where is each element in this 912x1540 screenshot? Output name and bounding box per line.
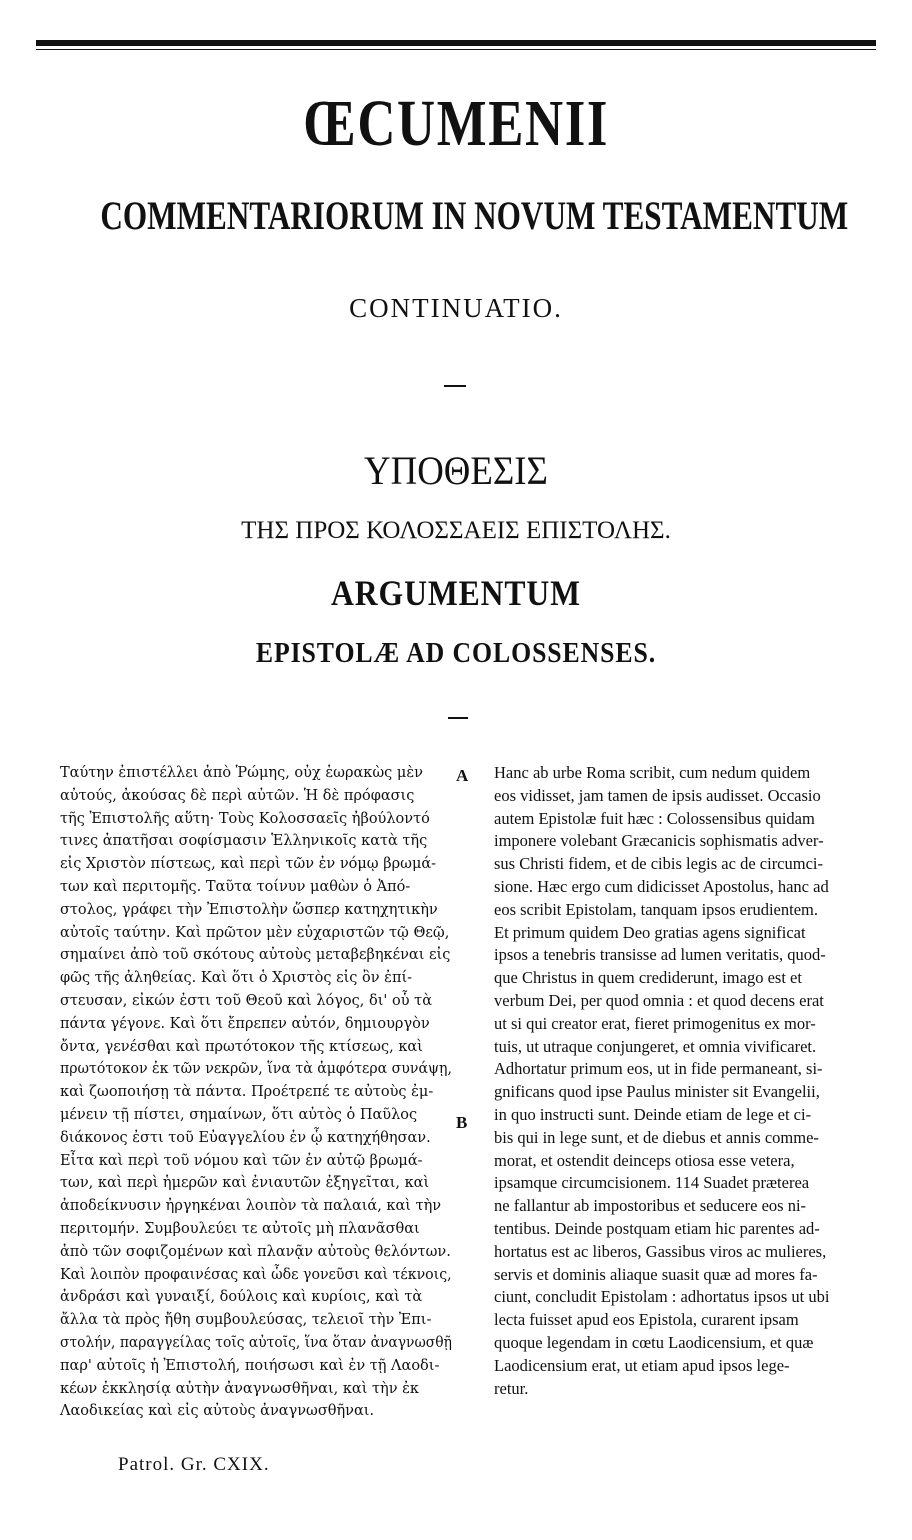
latin-column [494, 762, 886, 1400]
latin-text-line: tentibus. Deinde postquam etiam hic parentes ad- [494, 1218, 820, 1238]
section-dash [448, 717, 468, 719]
greek-text-line: τῆς Ἐπιστολῆς αὕτη· Τοὺς Κολοσσαεῖς ἠβούλοντό [60, 810, 430, 827]
latin-subtitle: EPISTOLÆ AD COLOSSENSES. [255, 638, 657, 669]
top-rule-thin [36, 49, 876, 50]
latin-text-line: gnificans quod ipse Paulus minister sit Evangelii, [494, 1082, 820, 1102]
subtitle: COMMENTARIORUM IN NOVUM TESTAMENTUM [100, 193, 849, 238]
latin-text-line: eos vidisset, jam tamen de ipsis audisset. Occasio [494, 785, 821, 805]
greek-text-line: σημαίνει ἀπὸ τοῦ σκότους αὐτοὺς μεταβεβηκέναι εἰς [60, 947, 451, 964]
greek-text-line: ἀποδείκνυσιν ἠργηκέναι λοιπὸν τὰ παλαιά, καὶ τὴν [60, 1198, 442, 1215]
greek-text-line: στευσαν, εἰκών ἐστι τοῦ Θεοῦ καὶ λόγος, δι' οὗ τὰ [60, 992, 432, 1009]
latin-text-line: Laodicensium erat, ut etiam apud ipsos lege- [494, 1355, 790, 1375]
greek-text-line: ἀνδράσι καὶ γυναιξί, δούλοις καὶ κυρίοις, καὶ τὰ [60, 1289, 423, 1306]
latin-text-line: autem Epistolæ fuit hæc : Colossensibus quidam [494, 808, 815, 828]
latin-text-line: Et primum quidem Deo gratias agens significat [494, 922, 806, 942]
greek-text-line: εἰς Χριστὸν πίστεως, καὶ περὶ τῶν ἐν νόμῳ βρωμά- [60, 856, 437, 873]
greek-title: ΥΠΟΘΕΣΙΣ [364, 448, 548, 493]
greek-subtitle: ΤΗΣ ΠΡΟΣ ΚΟΛΟΣΣΑΕΙΣ ΕΠΙΣΤΟΛΗΣ. [241, 517, 671, 544]
margin-marker-b: B [456, 1113, 468, 1132]
latin-text-line: imponere volebant Græcanicis sophismatis adver- [494, 831, 824, 851]
latin-text-line: bis qui in lege sunt, et de diebus et annis comme- [494, 1127, 819, 1147]
latin-text-line: Adhortatur primum eos, ut in fide permaneant, si- [494, 1059, 823, 1079]
greek-text-line: ἀπὸ τῶν σοφιζομένων καὶ πλανᾷν αὐτοὺς θελόντων. [60, 1243, 451, 1260]
latin-text-line: ciunt, concludit Epistolam : adhortatus ipsos ut ubi [494, 1287, 830, 1307]
greek-text-line: των, καὶ περὶ ἡμερῶν καὶ ἐνιαυτῶν ἐξηγεῖται, καὶ [60, 1175, 430, 1192]
latin-text-line: lecta fuisset apud eos Epistola, curarent ipsam [494, 1310, 799, 1330]
greek-text-line: ὄντα, γενέσθαι καὶ πρωτότοκον τῆς κτίσεως, καὶ [60, 1038, 423, 1055]
greek-text-line: αὐτούς, ἀκούσας δὲ περὶ αὐτῶν. Ἡ δὲ πρόφασις [60, 787, 415, 804]
latin-text-line: eos scribit Epistolam, tanquam ipsos erudientem. [494, 899, 818, 919]
latin-text-line: ipsos a tenebris transisse ad lumen veritatis, quod- [494, 945, 826, 965]
greek-text-line: κέων ἐκκλησίᾳ αὐτὴν ἀναγνωσθῆναι, καὶ τὴν ἐκ [60, 1380, 419, 1397]
main-title: ŒCUMENII [302, 87, 610, 160]
greek-text-line: παρ' αὐτοῖς ἡ Ἐπιστολή, ποιήσωσι καὶ ἐν τῇ Λαοδι- [60, 1357, 440, 1374]
greek-text-line: διάκονος ἐστι τοῦ Εὐαγγελίου ἐν ᾧ κατηχήθησαν. [60, 1129, 431, 1146]
greek-text-line: περιτομήν. Συμβουλεύει τε αὐτοῖς μὴ πλανᾶσθαι [60, 1220, 420, 1237]
latin-text-line: sione. Hæc ergo cum didicisset Apostolus, hanc ad [494, 876, 829, 896]
latin-text-line: hortatus est ac liberos, Gassibus viros ac mulieres, [494, 1241, 827, 1261]
greek-text-line: τινες ἀπατῆσαι σοφίσμασιν Ἑλληνικοῖς κατὰ τῆς [60, 833, 428, 850]
latin-text-line: sus Christi fidem, et de cibis legis ac de circumci- [494, 854, 823, 874]
greek-text-line: στολος, γράφει τὴν Ἐπιστολὴν ὥσπερ κατηχητικὴν [60, 901, 438, 918]
greek-text-line: πάντα γέγονε. Καὶ ὅτι ἔπρεπεν αὐτόν, δημιουργὸν [60, 1015, 430, 1032]
greek-text-line: μένειν τῇ πίστει, σημαίνων, ὅτι αὐτὸς ὁ Παῦλος [60, 1106, 418, 1123]
greek-text-line: στολήν, παραγγείλας τοῖς αὐτοῖς, ἵνα ὅταν ἀναγνωσθῇ [60, 1334, 452, 1351]
latin-text-line: Hanc ab urbe Roma scribit, cum nedum quidem [494, 763, 811, 782]
greek-text-line: Λαοδικείας καὶ εἰς αὐτοὺς ἀναγνωσθῆναι. [60, 1403, 375, 1420]
greek-text-line: Εἶτα καὶ περὶ τοῦ νόμου καὶ τῶν ἐν αὐτῷ βρωμά- [60, 1152, 423, 1169]
greek-column [60, 762, 452, 1423]
latin-text-line: verbum Dei, per quod omnia : et quod decens erat [494, 990, 824, 1010]
greek-text-line: ἄλλα τὰ πρὸς ἤθη συμβουλεύσας, τελειοῖ τὴν Ἐπι- [60, 1312, 432, 1329]
greek-text-line: καὶ ζωοποιήσῃ τὰ πάντα. Προέτρεπέ τε αὐτοὺς ἐμ- [60, 1084, 434, 1101]
latin-text-line: ut si qui creator erat, fieret primogenitus ex mor- [494, 1013, 816, 1033]
latin-text-line: tuis, ut utraque conjungeret, et omnia vivificaret. [494, 1036, 817, 1056]
latin-title: ARGUMENTUM [331, 573, 581, 613]
latin-text-line: ne fallantur ab impostoribus et seducere eos ni- [494, 1196, 807, 1216]
greek-text-line: των καὶ περιτομῆς. Ταῦτα τοίνυν μαθὼν ὁ Ἀπό- [60, 878, 411, 895]
continuatio: CONTINUATIO. [349, 293, 563, 323]
latin-text-line: que Christus in quem crediderunt, imago est et [494, 968, 802, 988]
greek-text-line: Ταύτην ἐπιστέλλει ἀπὸ Ῥώμης, οὐχ ἑωρακὼς μὲν [60, 765, 423, 781]
greek-text-line: Καὶ λοιπὸν προφαινέσας καὶ ὧδε γονεῦσι καὶ τέκνοις, [60, 1266, 452, 1283]
latin-text-line: in quo instructi sunt. Deinde etiam de lege et ci- [494, 1104, 812, 1124]
top-rule [36, 40, 876, 46]
latin-text-line: servis et dominis aliaque suasit quæ ad mores fa- [494, 1264, 818, 1284]
latin-text-line: quoque legendam in cœtu Laodicensium, et quæ [494, 1332, 814, 1352]
section-dash [444, 385, 466, 387]
greek-text-line: πρωτότοκον ἐκ τῶν νεκρῶν, ἵνα τὰ ἀμφότερα συνάψῃ, [60, 1061, 452, 1078]
latin-text-line: morat, et ostendit deinceps otiosa esse vetera, [494, 1150, 795, 1170]
latin-text-line: retur. [494, 1378, 529, 1398]
greek-text-line: φῶς τῆς ἀληθείας. Καὶ ὅτι ὁ Χριστὸς εἰς ὃν ἐπί- [60, 970, 413, 987]
greek-text-line: αὐτοῖς ταύτην. Καὶ πρῶτον μὲν εὐχαριστῶν τῷ Θεῷ, [60, 924, 450, 941]
margin-marker-a: A [456, 766, 469, 785]
volume-footer: Patrol. Gr. CXIX. [118, 1454, 270, 1475]
latin-text-line: ipsamque circumcisionem. 114 Suadet præterea [494, 1173, 810, 1193]
